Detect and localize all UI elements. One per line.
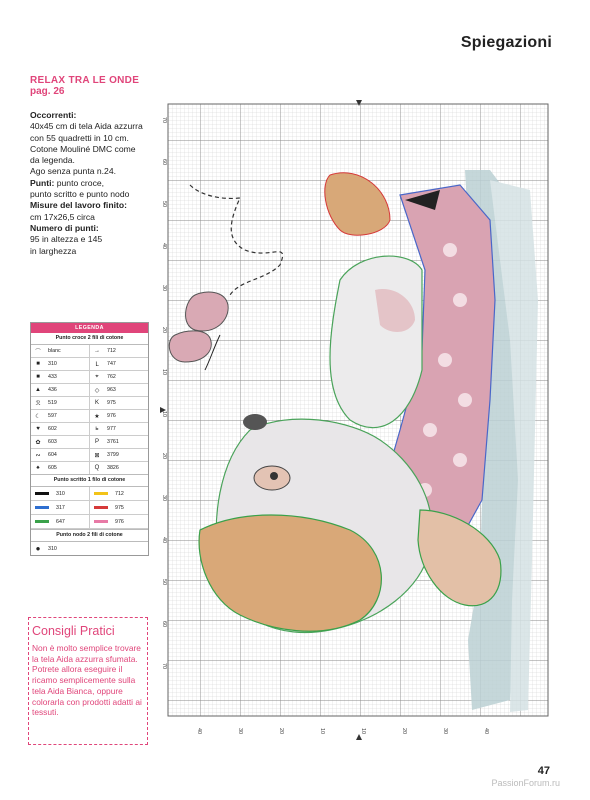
thread-code: 976 <box>115 518 124 525</box>
occorrenti-line: 40x45 cm di tela Aida azzurra <box>30 121 143 132</box>
bottom-axis-tick-label: 30 <box>237 728 243 735</box>
legend-row <box>31 345 148 358</box>
backstitch-line-icon <box>94 492 108 495</box>
thread-code: 712 <box>107 348 116 354</box>
legend-cell <box>31 410 89 422</box>
legend-cell <box>89 423 148 435</box>
backstitch-line-icon <box>94 506 108 509</box>
legend-cell <box>31 371 89 383</box>
left-axis-tick-label: 10 <box>161 369 167 376</box>
stitch-symbol-icon: ▲ <box>35 387 41 393</box>
project-page-ref: pag. 26 <box>30 86 65 97</box>
stitch-symbol-icon: ◇ <box>94 387 100 394</box>
stitch-symbol-icon: ■ <box>36 361 40 367</box>
backstitch-cell <box>89 501 148 514</box>
thread-code: 3826 <box>107 465 119 471</box>
legend-row <box>31 384 148 397</box>
bottom-axis-labels <box>196 728 489 734</box>
stitch-symbol-icon: ★ <box>94 413 100 420</box>
legend-cell <box>31 436 89 448</box>
backstitch-row <box>31 501 148 515</box>
left-axis-labels <box>161 117 167 669</box>
thread-code: 310 <box>48 361 57 367</box>
page-number: 47 <box>537 765 550 777</box>
thread-code: 519 <box>48 400 57 406</box>
thread-code: 310 <box>56 490 65 497</box>
thread-code: 975 <box>107 400 116 406</box>
stitch-symbol-icon: ♥ <box>36 426 40 432</box>
chart-svg <box>160 100 562 740</box>
materials-info <box>30 110 160 257</box>
backstitch-cell <box>89 487 148 500</box>
thread-code: 647 <box>56 518 65 525</box>
left-axis-tick-label: 20 <box>161 327 167 334</box>
backstitch-line-icon <box>35 492 49 495</box>
legend-row <box>31 397 148 410</box>
thread-code: 597 <box>48 413 57 419</box>
occorrenti-label: Occorrenti: <box>30 110 77 120</box>
stitch-symbol-icon: P <box>94 439 99 445</box>
left-axis-tick-label: 70 <box>161 663 167 670</box>
backstitch-line-icon <box>35 506 49 509</box>
tips-title: Consigli Pratici <box>32 624 115 638</box>
left-axis-tick-label: 30 <box>161 285 167 292</box>
numero-label: Numero di punti: <box>30 222 99 233</box>
left-axis-tick-label: 40 <box>161 537 167 544</box>
thread-code: 963 <box>107 387 116 393</box>
stitch-symbol-icon: ь <box>95 426 99 432</box>
thread-code: 975 <box>115 504 124 511</box>
knot-row <box>31 542 148 555</box>
backstitch-cell <box>31 487 89 500</box>
legend-cell <box>31 397 89 409</box>
legend-cell <box>89 384 148 396</box>
backstitch-header: Punto scritto 1 filo di cotone <box>31 474 148 487</box>
bottom-axis-tick-label: 30 <box>442 728 448 735</box>
bottom-axis-tick-label: 40 <box>196 728 202 735</box>
legend-cell <box>89 397 148 409</box>
thread-code: 762 <box>107 374 116 380</box>
legend-cell <box>31 462 89 474</box>
thread-code: 433 <box>48 374 57 380</box>
watermark: PassionForum.ru <box>491 778 560 788</box>
legend-cell <box>89 358 148 370</box>
backstitch-row <box>31 487 148 501</box>
legend-row <box>31 410 148 423</box>
legend-row <box>31 436 148 449</box>
backstitch-line-icon <box>35 520 49 523</box>
backstitch-cell <box>31 501 89 514</box>
thread-code: 604 <box>48 452 57 458</box>
bottom-axis-tick-label: 40 <box>483 728 489 735</box>
section-title: Spiegazioni <box>460 34 552 51</box>
stitch-symbol-icon: ♠ <box>36 465 40 471</box>
punti-line: punto croce, <box>56 177 105 188</box>
thread-code: 436 <box>48 387 57 393</box>
legend-cell <box>89 371 148 383</box>
knot-header: Punto nodo 2 fili di cotone <box>31 529 148 542</box>
stitch-symbol-icon: ⌖ <box>95 373 99 380</box>
left-axis-tick-label: 20 <box>161 453 167 460</box>
bottom-axis-tick-label: 20 <box>278 728 284 735</box>
legend-cell <box>89 345 148 357</box>
stitch-symbol-icon: Q <box>94 465 100 471</box>
backstitch-row <box>31 515 148 529</box>
left-axis-tick-label: 60 <box>161 159 167 166</box>
legend-cell <box>89 436 148 448</box>
numero-line: in larghezza <box>30 245 77 256</box>
legend-title: LEGENDA <box>31 323 148 333</box>
legend-cell <box>31 345 89 357</box>
cross-stitch-header: Punto croce 2 fili di cotone <box>31 333 148 345</box>
thread-code: 603 <box>48 439 57 445</box>
legend-row <box>31 423 148 436</box>
thread-code: 317 <box>56 504 65 511</box>
legend-cell <box>31 384 89 396</box>
thread-code: 747 <box>107 361 116 367</box>
cross-stitch-chart <box>160 100 562 740</box>
left-axis-tick-label: 50 <box>161 201 167 208</box>
left-axis-tick-label: 40 <box>161 243 167 250</box>
legend-cell <box>31 358 89 370</box>
stitch-symbol-icon: ᒪ <box>95 361 99 368</box>
stitch-symbol-icon: ⌒ <box>34 349 41 356</box>
thread-code: 605 <box>48 465 57 471</box>
legend-cell <box>31 449 89 461</box>
legend-row <box>31 371 148 384</box>
tips-text: Non è molto semplice trovare la tela Aida azzurra sfumata. Potrete allora eseguire il ricamo semplicemente sulla tela Aida Bianca, oppure colorarla con prodotti adatti ai tessuti. <box>32 643 142 718</box>
legend-row <box>31 462 148 474</box>
occorrenti-line: con 55 quadretti in 10 cm. <box>30 132 129 143</box>
stitch-symbol-icon: ⊠ <box>94 452 100 459</box>
bottom-axis-tick-label: 10 <box>319 728 325 735</box>
thread-code: 976 <box>107 413 116 419</box>
stitch-symbol-icon: ☾ <box>35 413 41 420</box>
misure-value: cm 17x26,5 circa <box>30 211 95 222</box>
backstitch-line-icon <box>94 520 108 523</box>
backstitch-cell <box>89 515 148 528</box>
thread-code: 3761 <box>107 439 119 445</box>
thread-code: blanc <box>48 348 61 354</box>
stitch-symbol-icon: K <box>94 400 99 406</box>
stitch-symbol-icon: ✿ <box>35 439 41 446</box>
left-axis-tick-label: 60 <box>161 621 167 628</box>
legend-row <box>31 358 148 371</box>
legend-cell <box>31 423 89 435</box>
left-axis-tick-label: 50 <box>161 579 167 586</box>
knot-code: 310 <box>48 545 57 552</box>
knot-dot-icon: ● <box>35 544 41 553</box>
occorrenti-line: Ago senza punta n.24. <box>30 166 117 177</box>
stitch-symbol-icon: → <box>94 348 100 354</box>
legend-cell <box>89 449 148 461</box>
left-axis-tick-label: 70 <box>161 117 167 124</box>
left-axis-tick-label: 10 <box>161 411 167 418</box>
misure-label: Misure del lavoro finito: <box>30 200 127 211</box>
thread-code: 712 <box>115 490 124 497</box>
backstitch-cell <box>31 515 89 528</box>
project-title: RELAX TRA LE ONDE <box>30 75 140 86</box>
stitch-symbol-icon: ∾ <box>35 452 41 459</box>
occorrenti-line: Cotone Mouliné DMC come <box>30 143 136 154</box>
stitch-symbol-icon: ℛ <box>35 400 41 407</box>
punti-line: punto scritto e punto nodo <box>30 189 130 200</box>
legend-row <box>31 449 148 462</box>
thread-code: 3799 <box>107 452 119 458</box>
thread-code: 602 <box>48 426 57 432</box>
legend-table <box>30 322 149 556</box>
thread-code: 977 <box>107 426 116 432</box>
bottom-axis-tick-label: 10 <box>360 728 366 735</box>
legend-cell <box>89 462 148 474</box>
bottom-axis-tick-label: 20 <box>401 728 407 735</box>
stitch-symbol-icon: ■ <box>36 374 40 380</box>
left-axis-tick-label: 30 <box>161 495 167 502</box>
occorrenti-line: da legenda. <box>30 155 75 166</box>
punti-label: Punti: <box>30 177 55 188</box>
legend-cell <box>89 410 148 422</box>
numero-line: 95 in altezza e 145 <box>30 234 103 245</box>
